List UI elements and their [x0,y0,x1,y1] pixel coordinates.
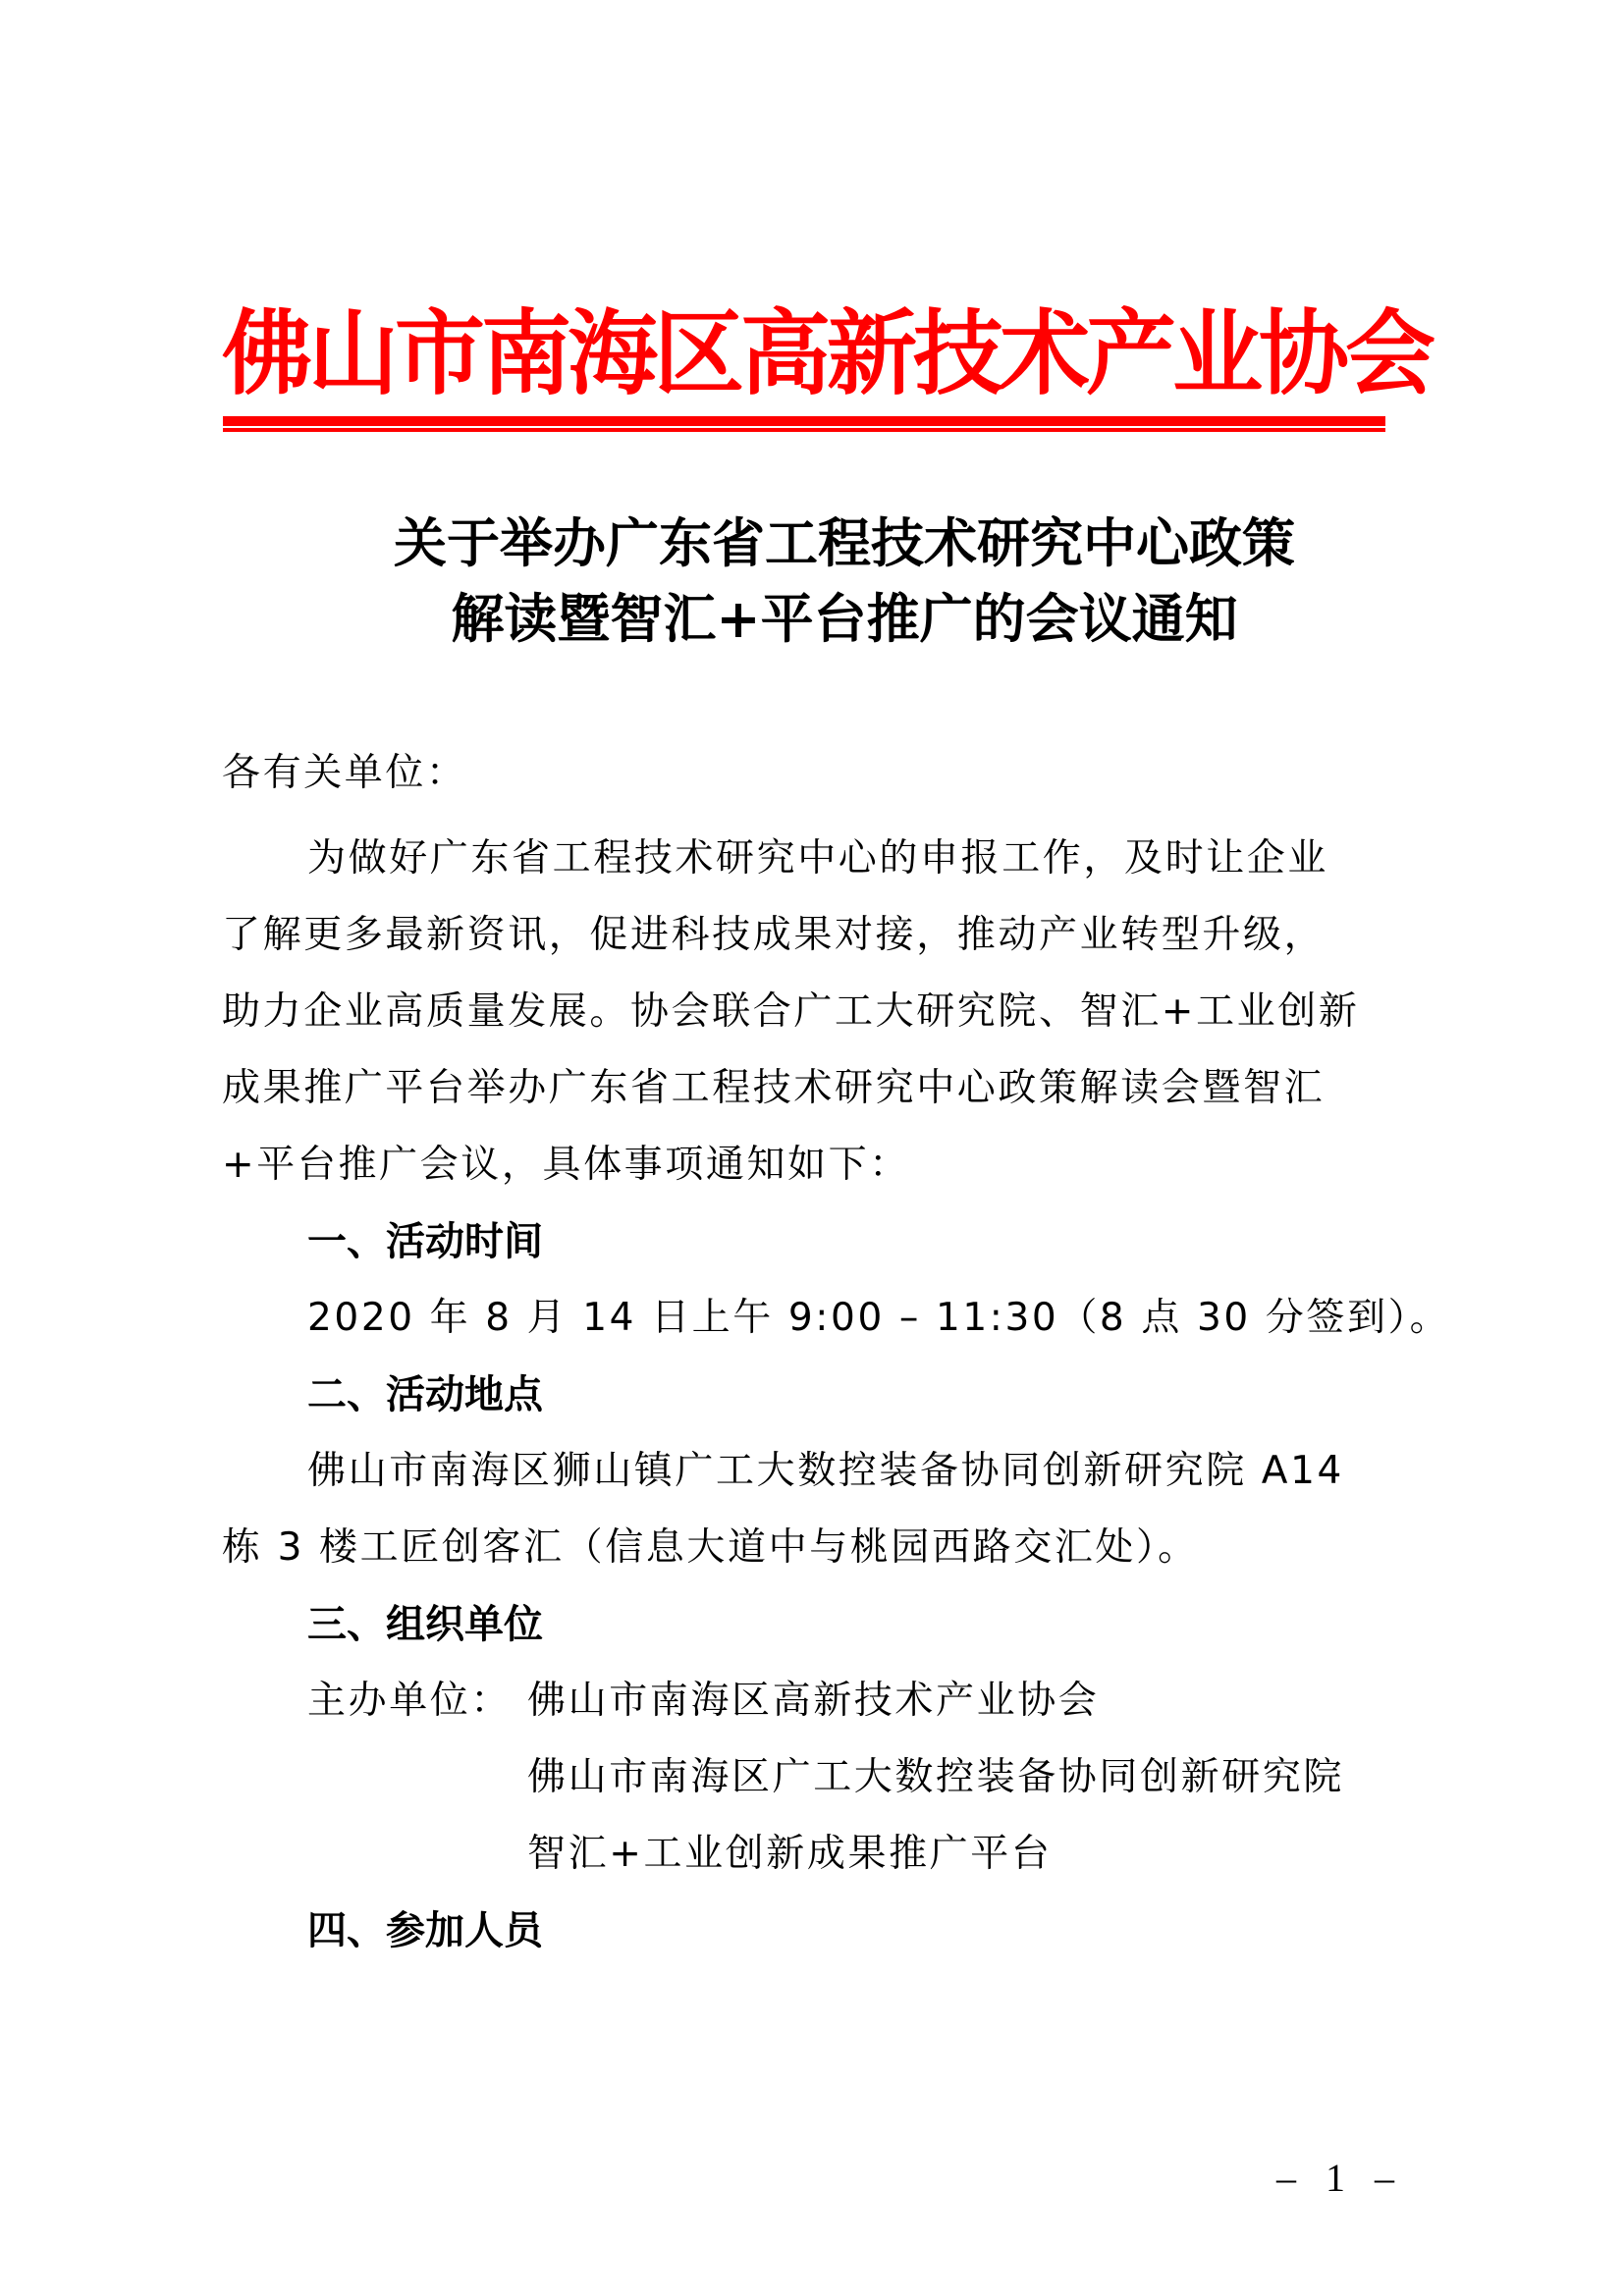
masthead-rule-thin [223,428,1385,432]
section-1-heading: 一、活动时间 [307,1219,543,1264]
intro-line-4: 成果推广平台举办广东省工程技术研究中心政策解读会暨智汇 [222,1066,1326,1110]
masthead-org-name: 佛山市南海区高新技术产业协会 [222,298,1433,408]
section-1-line-1: 2020 年 8 月 14 日上午 9:00 – 11:30（8 点 30 分签到）。 [307,1296,1451,1340]
intro-line-2: 了解更多最新资讯，促进科技成果对接，推动产业转型升级， [222,913,1326,957]
intro-line-1: 为做好广东省工程技术研究中心的申报工作，及时让企业 [307,836,1329,881]
masthead-rule-thick [223,416,1385,426]
organizer-label: 主办单位： [307,1679,513,1723]
section-3-heading: 三、组织单位 [307,1602,543,1647]
document-title-line-1: 关于举办广东省工程技术研究中心政策 [394,511,1295,574]
section-2-line-2: 栋 3 楼工匠创客汇（信息大道中与桃园西路交汇处）。 [222,1525,1199,1570]
organizer-3: 智汇+工业创新成果推广平台 [527,1832,1053,1876]
section-2-heading: 二、活动地点 [307,1372,543,1417]
salutation: 各有关单位： [222,751,467,795]
section-2-line-1: 佛山市南海区狮山镇广工大数控装备协同创新研究院 A14 [307,1449,1344,1493]
organizer-1: 佛山市南海区高新技术产业协会 [527,1679,1100,1723]
organizer-2: 佛山市南海区广工大数控装备协同创新研究院 [527,1755,1345,1799]
page-number: – 1 – [1276,2156,1404,2200]
section-4-heading: 四、参加人员 [307,1908,543,1953]
intro-line-5: +平台推广会议，具体事项通知如下： [222,1143,910,1187]
document-title-line-2: 解读暨智汇+平台推广的会议通知 [451,587,1238,650]
intro-line-3: 助力企业高质量发展。协会联合广工大研究院、智汇+工业创新 [222,989,1360,1034]
